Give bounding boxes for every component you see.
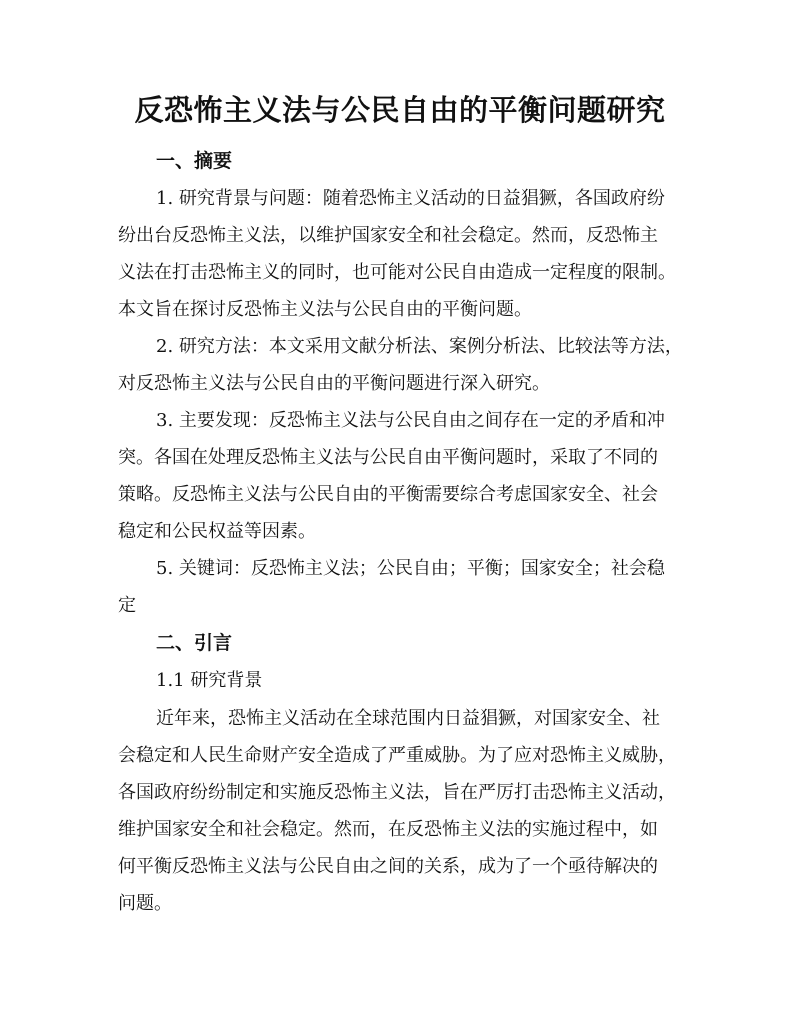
paragraph-line: 3. 主要发现：反恐怖主义法与公民自由之间存在一定的矛盾和冲 xyxy=(156,410,665,431)
abstract-item-keywords xyxy=(118,550,690,624)
intro-heading: 二、引言 xyxy=(156,632,233,654)
paragraph-line: 对反恐怖主义法与公民自由的平衡问题进行深入研究。 xyxy=(118,373,550,394)
paragraph-line: 1. 研究背景与问题：随着恐怖主义活动的日益猖獗，各国政府纷 xyxy=(156,188,665,209)
paragraph-line: 会稳定和人民生命财产安全造成了严重威胁。为了应对恐怖主义威胁， xyxy=(118,745,676,766)
paragraph-line: 义法在打击恐怖主义的同时，也可能对公民自由造成一定程度的限制。 xyxy=(118,262,676,283)
paragraph-line: 纷出台反恐怖主义法，以维护国家安全和社会稳定。然而，反恐怖主 xyxy=(118,225,658,246)
paragraph-line: 本文旨在探讨反恐怖主义法与公民自由的平衡问题。 xyxy=(118,299,532,320)
paragraph-line: 5. 关键词：反恐怖主义法；公民自由；平衡；国家安全；社会稳 xyxy=(156,558,665,579)
paragraph-line: 近年来，恐怖主义活动在全球范围内日益猖獗，对国家安全、社 xyxy=(156,708,660,729)
intro-paragraph xyxy=(118,700,690,922)
abstract-heading: 一、摘要 xyxy=(156,150,233,172)
document-body xyxy=(118,142,690,922)
abstract-item-methods xyxy=(118,328,690,402)
intro-subheading: 1.1 研究背景 xyxy=(156,670,263,691)
paragraph-line: 维护国家安全和社会稳定。然而，在反恐怖主义法的实施过程中，如 xyxy=(118,819,658,840)
paragraph-line: 2. 研究方法：本文采用文献分析法、案例分析法、比较法等方法， xyxy=(156,336,683,357)
paragraph-line: 突。各国在处理反恐怖主义法与公民自由平衡问题时，采取了不同的 xyxy=(118,447,658,468)
paragraph-line: 策略。反恐怖主义法与公民自由的平衡需要综合考虑国家安全、社会 xyxy=(118,484,658,505)
abstract-item-findings xyxy=(118,402,690,550)
paragraph-line: 定 xyxy=(118,595,136,616)
paragraph-line: 问题。 xyxy=(118,893,172,914)
abstract-item-background xyxy=(118,180,690,328)
document-title: 反恐怖主义法与公民自由的平衡问题研究 xyxy=(134,93,666,127)
paragraph-line: 各国政府纷纷制定和实施反恐怖主义法，旨在严厉打击恐怖主义活动， xyxy=(118,782,676,803)
paragraph-line: 稳定和公民权益等因素。 xyxy=(118,521,316,542)
paragraph-line: 何平衡反恐怖主义法与公民自由之间的关系，成为了一个亟待解决的 xyxy=(118,856,658,877)
